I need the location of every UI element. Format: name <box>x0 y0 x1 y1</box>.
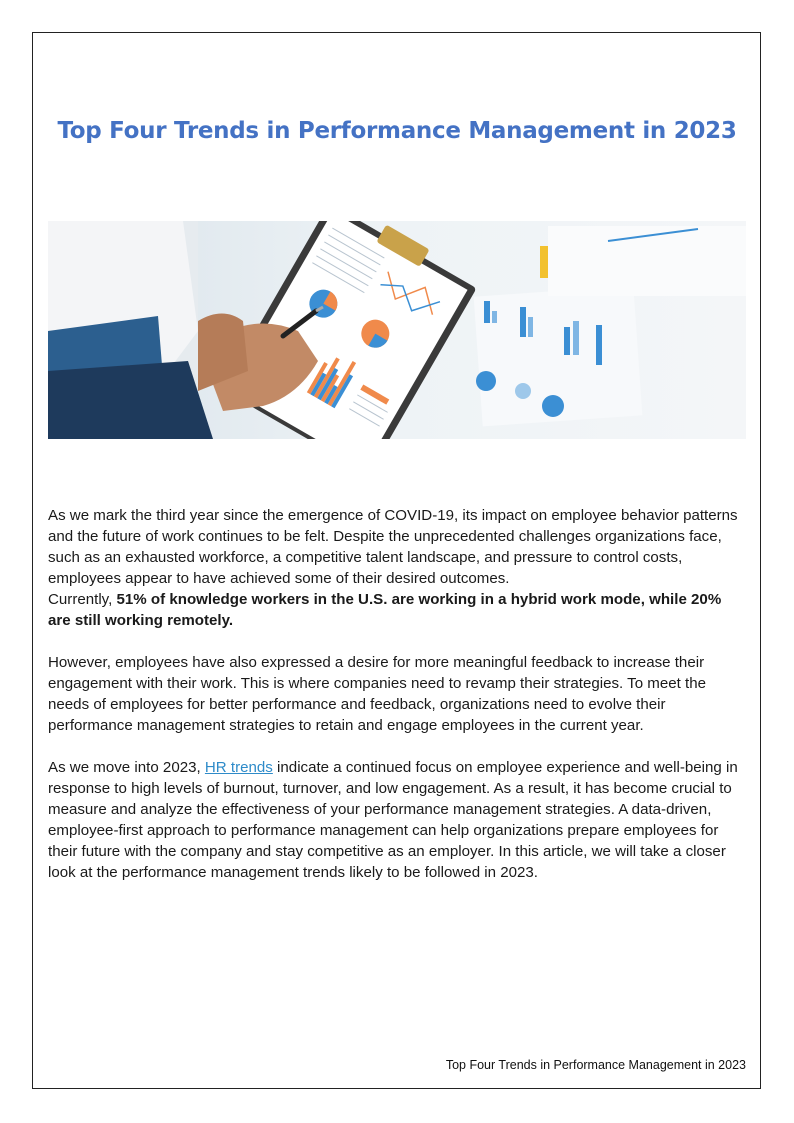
paragraph-3-intro: As we move into 2023, <box>48 759 205 776</box>
hr-trends-link[interactable]: HR trends <box>204 759 273 776</box>
document-title: Top Four Trends in Performance Management in 2023 <box>57 118 737 144</box>
article-body <box>48 505 748 904</box>
paragraph-2: However, employees have also expressed a desire for more meaningful feedback to increase their engagement with their work. This is where companies need to revamp their strategies. To meet the needs of employees for better performance and feedback, organizations need to evolve their performance management strategies to retain and engage employees in the current year. <box>48 654 707 734</box>
paragraph-3-text: indicate a continued focus on employee experience and well-being in response to high levels of burnout, turnover, and low engagement. As a result, it has become crucial to measure and analyze the effectiveness of your performance management strategies. A data-driven, employee-first approach to performance management can help organizations prepare employees for their future with the company and stay competitive as an employer. In this article, we will take a closer look at the performance management trends likely to be followed in 2023. <box>48 759 738 881</box>
paragraph-1-text: As we mark the third year since the emergence of COVID-19, its impact on employee behavior patterns and the future of work continues to be felt. Despite the unprecedented challenges organizations face, such as an exhausted workforce, a competitive talent landscape, and pressure to control costs, employees appear to have achieved some of their desired outcomes. <box>48 507 738 587</box>
page-footer: Top Four Trends in Performance Management in 2023 <box>445 1058 746 1072</box>
paragraph-1 <box>48 505 748 631</box>
paragraph-3 <box>48 757 748 883</box>
paragraph-1-lead: Currently, <box>48 591 117 608</box>
hero-image <box>48 221 746 439</box>
paragraph-1-highlight: 51% of knowledge workers in the U.S. are working in a hybrid work mode, while 20% are still working remotely. <box>48 591 722 629</box>
